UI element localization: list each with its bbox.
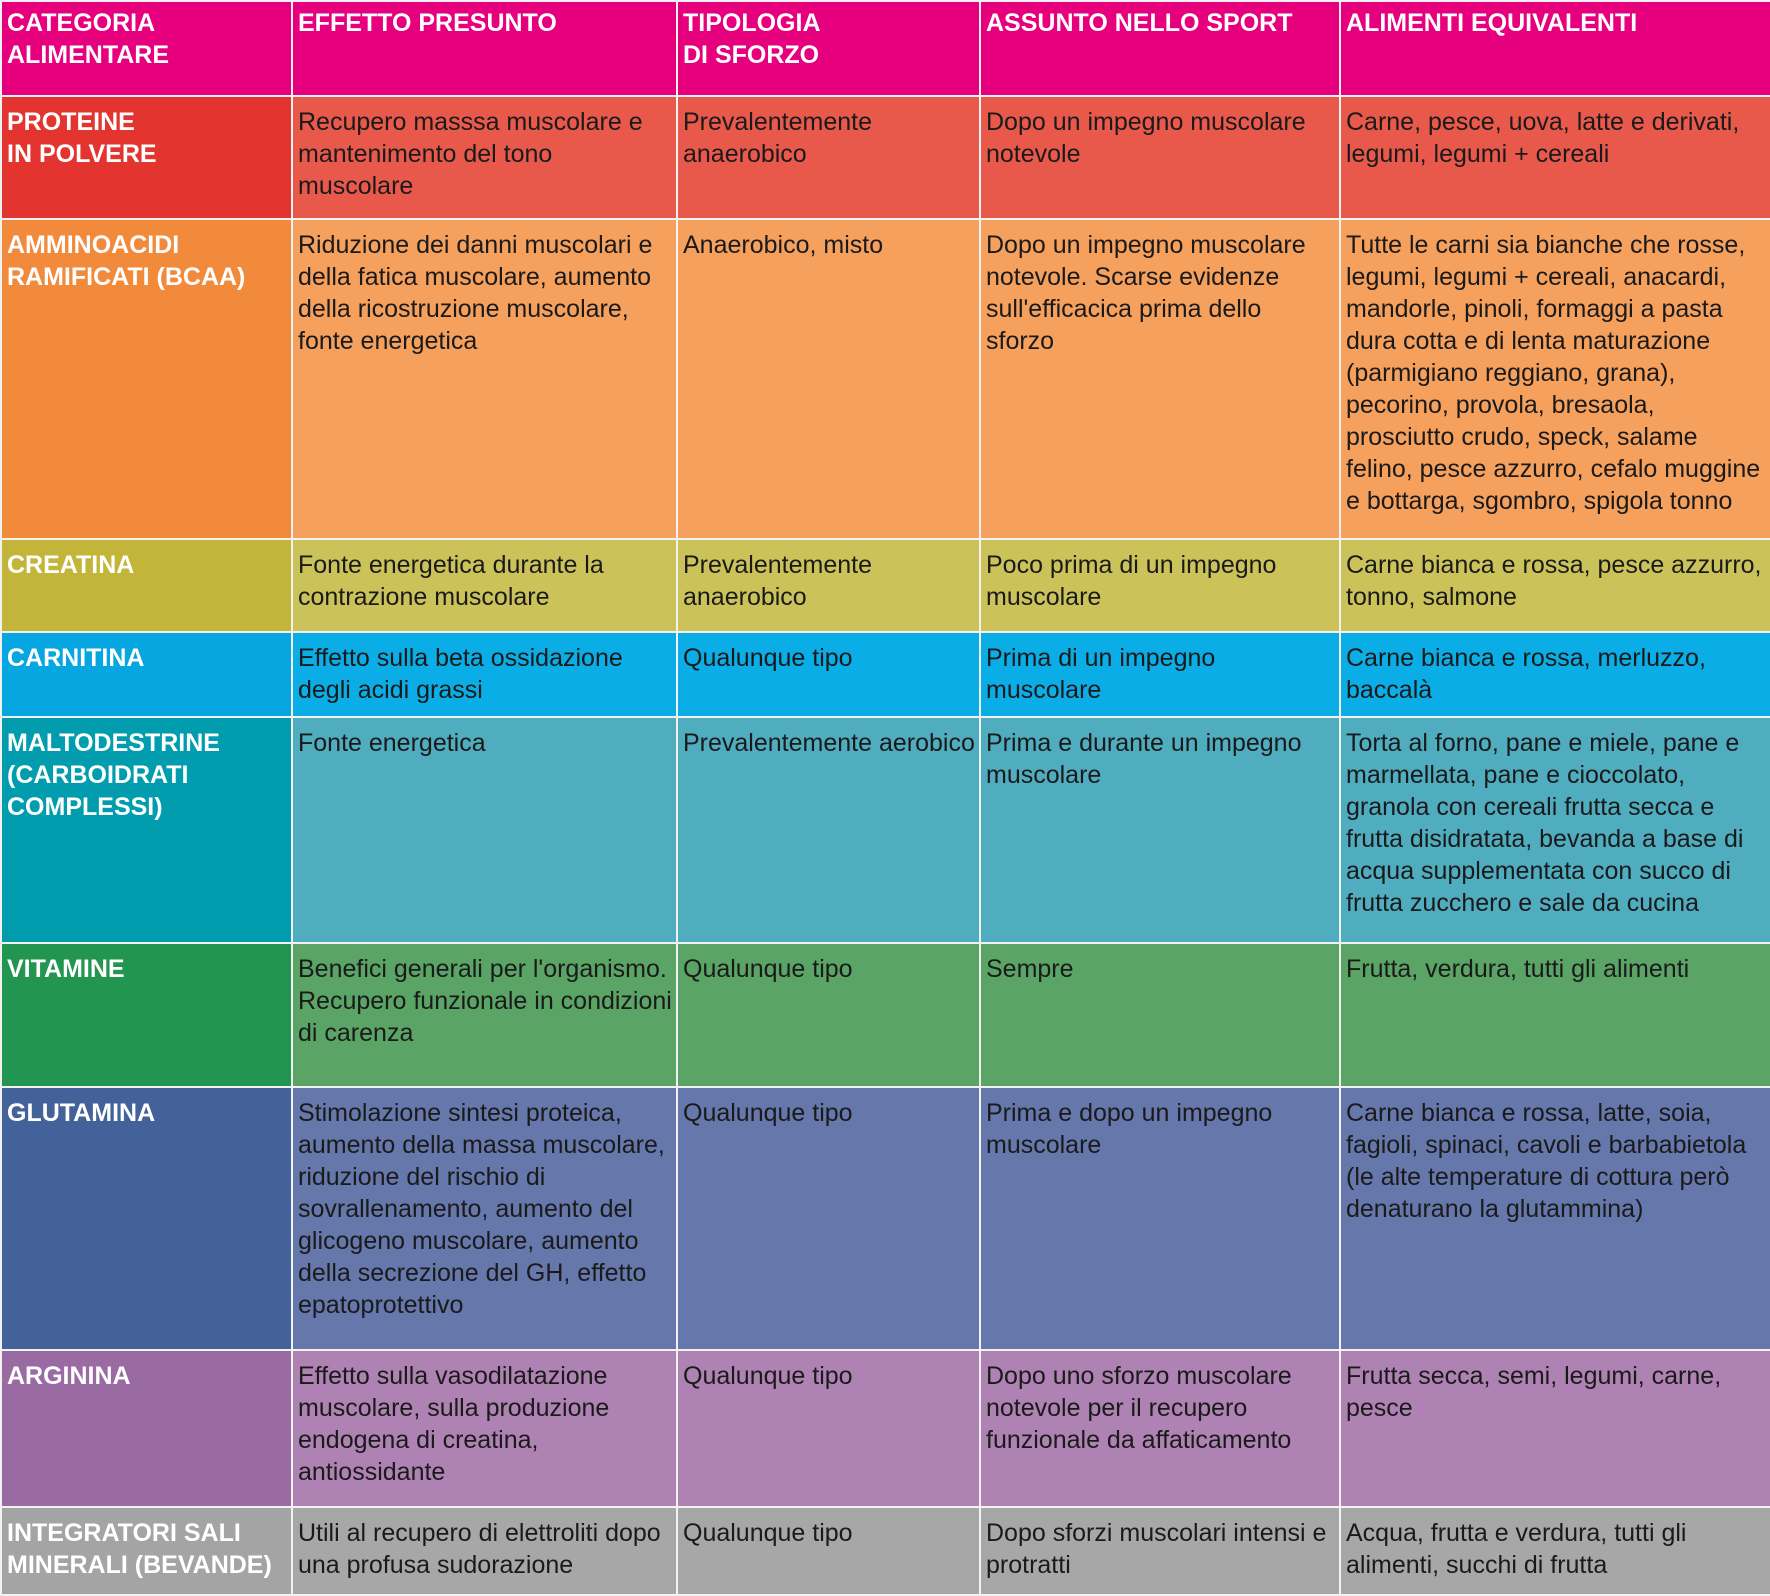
category-cell: PROTEINE IN POLVERE	[1, 96, 292, 219]
equivalent-foods-cell: Carne, pesce, uova, latte e derivati, legumi, legumi + cereali	[1340, 96, 1770, 219]
effect-cell: Fonte energetica	[292, 717, 677, 943]
category-cell: VITAMINE	[1, 943, 292, 1087]
effect-cell: Effetto sulla beta ossidazione degli acidi grassi	[292, 632, 677, 717]
category-cell: INTEGRATORI SALI MINERALI (BEVANDE)	[1, 1507, 292, 1595]
table-row	[1, 539, 1770, 632]
effect-cell: Fonte energetica durante la contrazione muscolare	[292, 539, 677, 632]
sport-intake-cell: Dopo un impegno muscolare notevole	[980, 96, 1340, 219]
effect-cell: Effetto sulla vasodilatazione muscolare, sulla produzione endogena di creatina, antiossidante	[292, 1350, 677, 1507]
effect-cell: Stimolazione sintesi proteica, aumento della massa muscolare, riduzione del rischio di sovrallenamento, aumento del glicogeno muscolare, aumento della secrezione del GH, effetto epatoprotettivo	[292, 1087, 677, 1350]
category-cell: AMMINOACIDI RAMIFICATI (BCAA)	[1, 219, 292, 539]
header-cell-category: CATEGORIA ALIMENTARE	[1, 1, 292, 96]
table-row	[1, 219, 1770, 539]
equivalent-foods-cell: Torta al forno, pane e miele, pane e marmellata, pane e cioccolato, granola con cereali frutta secca e frutta disidratata, bevanda a base di acqua supplementata con succo di frutta zucchero e sale da cucina	[1340, 717, 1770, 943]
header-row	[1, 1, 1770, 96]
sport-intake-cell: Dopo uno sforzo muscolare notevole per il recupero funzionale da affaticamento	[980, 1350, 1340, 1507]
category-cell: CREATINA	[1, 539, 292, 632]
effort-type-cell: Prevalentemente anaerobico	[677, 539, 980, 632]
table-row	[1, 943, 1770, 1087]
sport-intake-cell: Prima e durante un impegno muscolare	[980, 717, 1340, 943]
header-cell-effect: EFFETTO PRESUNTO	[292, 1, 677, 96]
effort-type-cell: Qualunque tipo	[677, 1350, 980, 1507]
equivalent-foods-cell: Carne bianca e rossa, merluzzo, baccalà	[1340, 632, 1770, 717]
sport-intake-cell: Dopo sforzi muscolari intensi e protratti	[980, 1507, 1340, 1595]
category-cell: ARGININA	[1, 1350, 292, 1507]
effect-cell: Benefici generali per l'organismo. Recupero funzionale in condizioni di carenza	[292, 943, 677, 1087]
table-row	[1, 1087, 1770, 1350]
sport-intake-cell: Poco prima di un impegno muscolare	[980, 539, 1340, 632]
equivalent-foods-cell: Acqua, frutta e verdura, tutti gli alimenti, succhi di frutta	[1340, 1507, 1770, 1595]
effort-type-cell: Qualunque tipo	[677, 1507, 980, 1595]
table-row	[1, 1350, 1770, 1507]
sport-intake-cell: Prima e dopo un impegno muscolare	[980, 1087, 1340, 1350]
effort-type-cell: Qualunque tipo	[677, 1087, 980, 1350]
equivalent-foods-cell: Frutta, verdura, tutti gli alimenti	[1340, 943, 1770, 1087]
table-row	[1, 632, 1770, 717]
equivalent-foods-cell: Tutte le carni sia bianche che rosse, legumi, legumi + cereali, anacardi, mandorle, pinoli, formaggi a pasta dura cotta e di lenta maturazione (parmigiano reggiano, grana), pecorino, provola, bresaola, prosciutto crudo, speck, salame felino, pesce azzurro, cefalo muggine e bottarga, sgombro, spigola tonno	[1340, 219, 1770, 539]
category-cell: MALTODESTRINE (CARBOIDRATI COMPLESSI)	[1, 717, 292, 943]
header-cell-effort-type: TIPOLOGIA DI SFORZO	[677, 1, 980, 96]
equivalent-foods-cell: Frutta secca, semi, legumi, carne, pesce	[1340, 1350, 1770, 1507]
sport-intake-cell: Prima di un impegno muscolare	[980, 632, 1340, 717]
effect-cell: Recupero masssa muscolare e mantenimento del tono muscolare	[292, 96, 677, 219]
sport-intake-cell: Dopo un impegno muscolare notevole. Scarse evidenze sull'efficacica prima dello sforzo	[980, 219, 1340, 539]
header-cell-equivalent-foods: ALIMENTI EQUIVALENTI	[1340, 1, 1770, 96]
effect-cell: Riduzione dei danni muscolari e della fatica muscolare, aumento della ricostruzione muscolare, fonte energetica	[292, 219, 677, 539]
effect-cell: Utili al recupero di elettroliti dopo una profusa sudorazione	[292, 1507, 677, 1595]
equivalent-foods-cell: Carne bianca e rossa, latte, soia, fagioli, spinaci, cavoli e barbabietola (le alte temperature di cottura però denaturano la glutammina)	[1340, 1087, 1770, 1350]
equivalent-foods-cell: Carne bianca e rossa, pesce azzurro, tonno, salmone	[1340, 539, 1770, 632]
category-cell: CARNITINA	[1, 632, 292, 717]
header-cell-sport-intake: ASSUNTO NELLO SPORT	[980, 1, 1340, 96]
effort-type-cell: Qualunque tipo	[677, 632, 980, 717]
sport-intake-cell: Sempre	[980, 943, 1340, 1087]
effort-type-cell: Qualunque tipo	[677, 943, 980, 1087]
effort-type-cell: Prevalentemente anaerobico	[677, 96, 980, 219]
effort-type-cell: Anaerobico, misto	[677, 219, 980, 539]
table-row	[1, 1507, 1770, 1595]
table-row	[1, 717, 1770, 943]
effort-type-cell: Prevalentemente aerobico	[677, 717, 980, 943]
table-row	[1, 96, 1770, 219]
category-cell: GLUTAMINA	[1, 1087, 292, 1350]
